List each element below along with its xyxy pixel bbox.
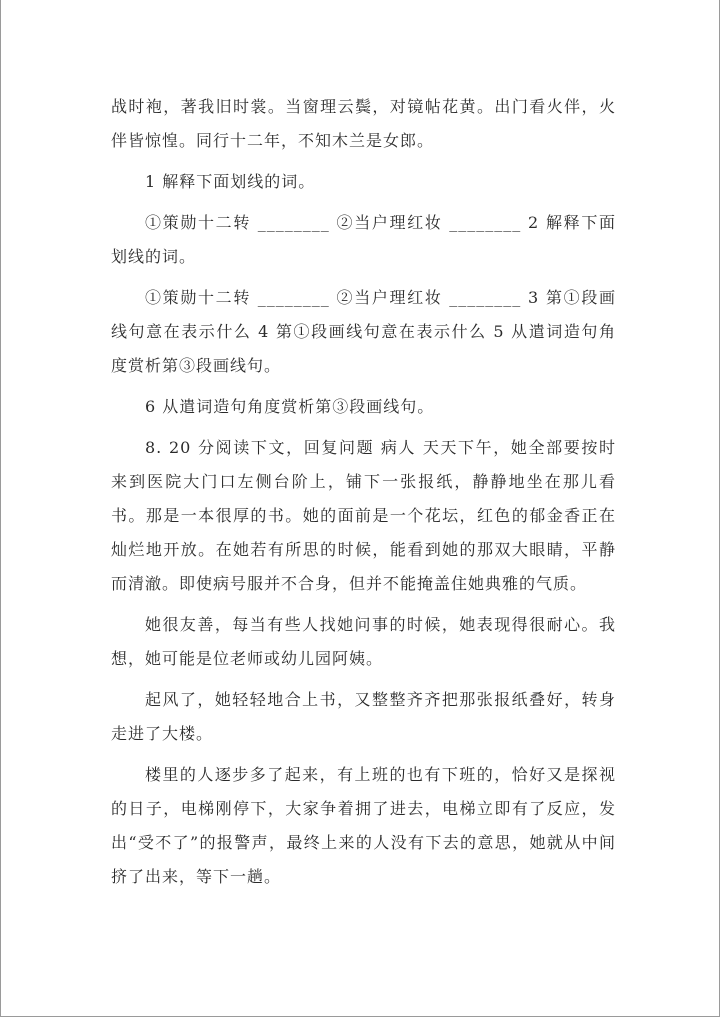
question-6: 6 从遣词造句角度赏析第③段画线句。 [145, 397, 435, 416]
reading-paragraph-3: 起风了，她轻轻地合上书，又整整齐齐把那张报纸叠好，转身走进了大楼。 [111, 690, 616, 743]
question-fill-blank-1: ①策勋十二转 ________ ②当户理红妆 ________ 2 解释下面划线的词。 [111, 213, 616, 266]
question-1: 1 解释下面划线的词。 [145, 172, 316, 191]
document-body [111, 90, 616, 901]
reading-paragraph-2: 她很友善，每当有些人找她问事的时候，她表现得很耐心。我想，她可能是位老师或幼儿园阿姨。 [111, 615, 616, 668]
paragraph-poem-ending: 战时袍，著我旧时裳。当窗理云鬓，对镜帖花黄。出门看火伴，火伴皆惊惶。同行十二年，不知木兰是女郎。 [111, 97, 616, 150]
question-fill-blank-2: ①策勋十二转 ________ ②当户理红妆 ________ 3 第①段画线句意在表示什么 4 第①段画线句意在表示什么 5 从遣词造句角度赏析第③段画线句。 [111, 288, 616, 375]
reading-passage-intro: 8. 20 分阅读下文，回复问题 病人 天天下午，她全部要按时来到医院大门口左侧台阶上，铺下一张报纸，静静地坐在那儿看书。那是一本很厚的书。她的面前是一个花坛，红色的郁金香正在灿烂地开放。在她若有所思的时候，能看到她的那双大眼睛，平静而清澈。即使病号服并不合身，但并不能掩盖住她典雅的气质。 [111, 438, 616, 593]
reading-paragraph-4: 楼里的人逐步多了起来，有上班的也有下班的，恰好又是探视的日子，电梯刚停下，大家争着拥了进去，电梯立即有了反应，发出“受不了”的报警声，最终上来的人没有下去的意思，她就从中间挤了出来，等下一趟。 [111, 765, 616, 886]
